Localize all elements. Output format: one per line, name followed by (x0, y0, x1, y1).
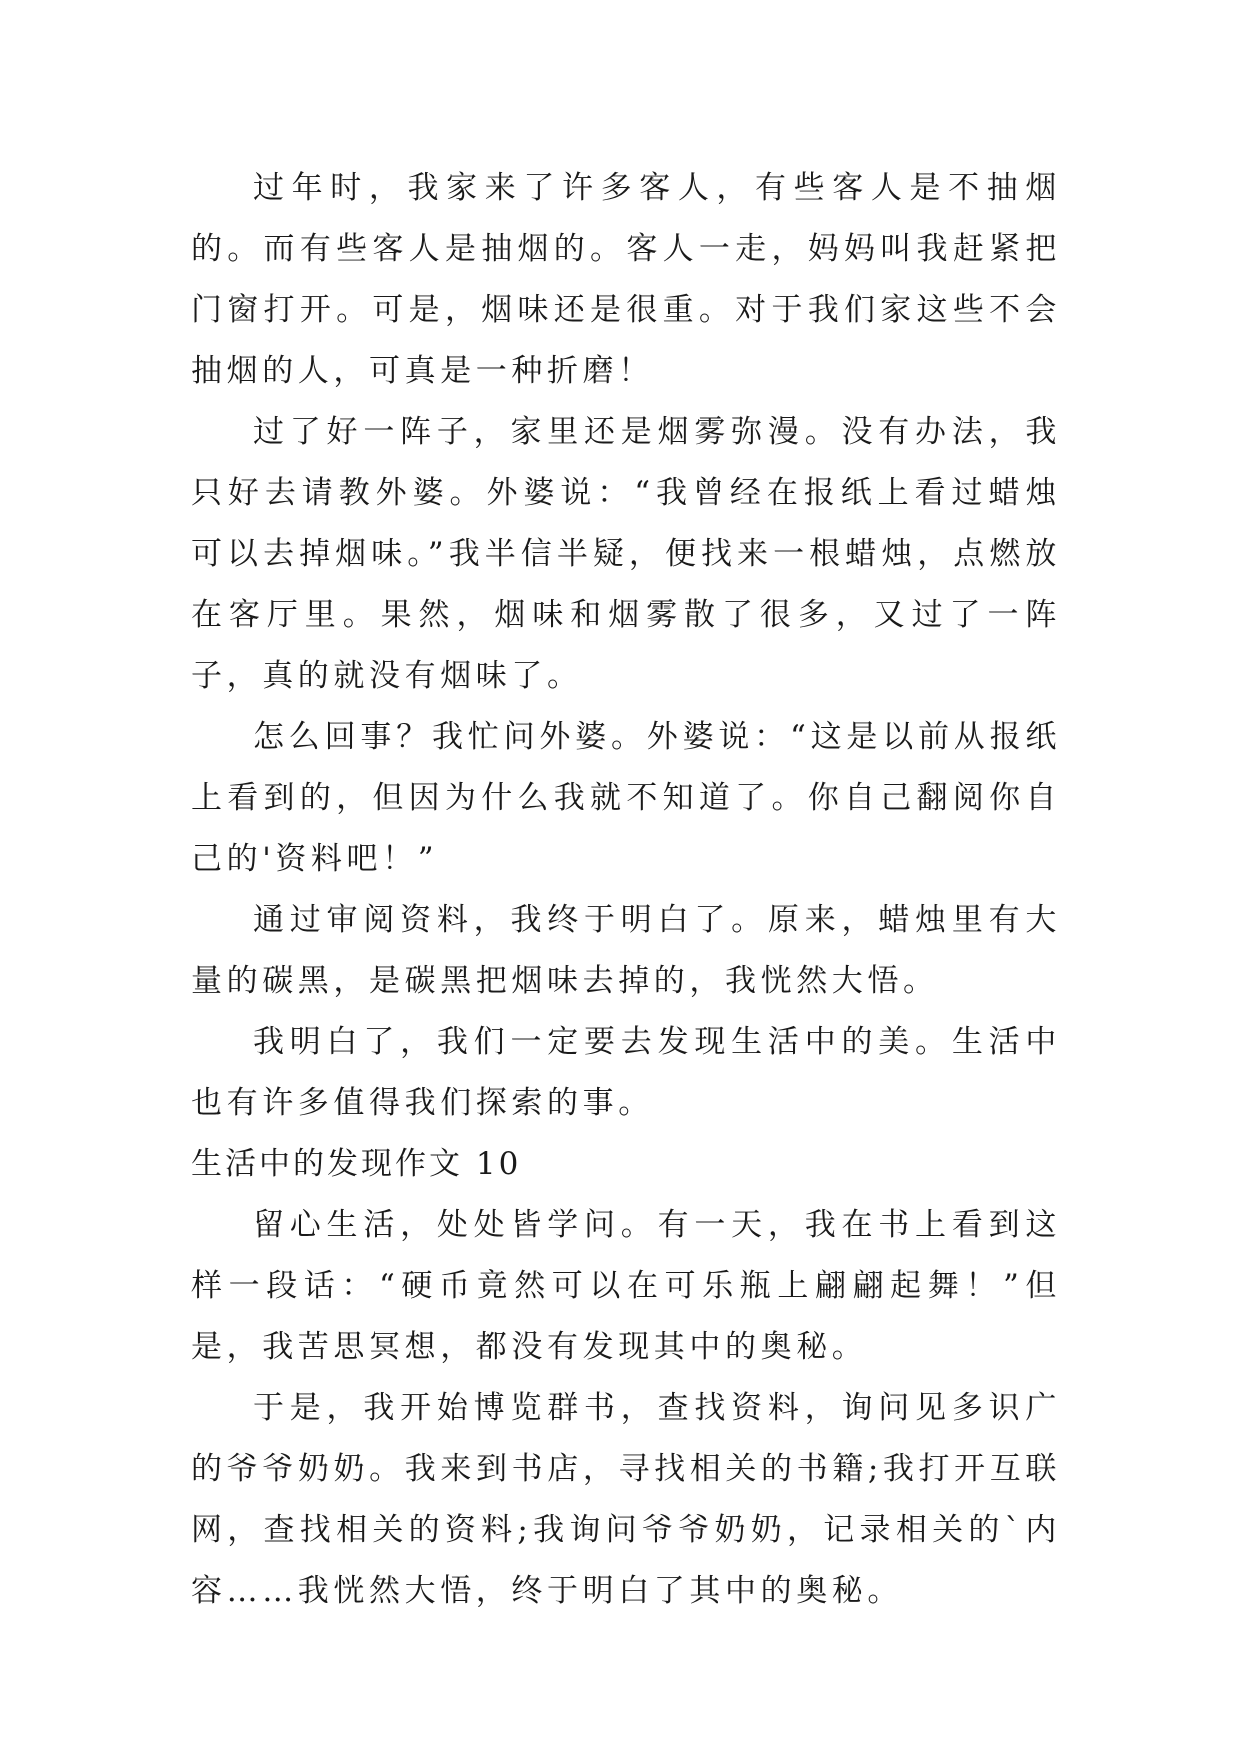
paragraph: 于是，我开始博览群书，查找资料，询问见多识广的爷爷奶奶。我来到书店，寻找相关的书籍;我打开互联网，查找相关的资料;我询问爷爷奶奶，记录相关的`内容……我恍然大悟，终于明白了其中的奥秘。 (191, 1390, 1061, 1609)
paragraph: 我明白了，我们一定要去发现生活中的美。生活中也有许多值得我们探索的事。 (191, 1024, 1061, 1121)
paragraph: 怎么回事？我忙问外婆。外婆说：“这是以前从报纸上看到的，但因为什么我就不知道了。你自己翻阅你自己的'资料吧！” (191, 719, 1061, 877)
paragraph: 过年时，我家来了许多客人，有些客人是不抽烟的。而有些客人是抽烟的。客人一走，妈妈叫我赶紧把门窗打开。可是，烟味还是很重。对于我们家这些不会抽烟的人，可真是一种折磨！ (191, 170, 1061, 389)
document-body (191, 158, 1061, 1622)
paragraph: 通过审阅资料，我终于明白了。原来，蜡烛里有大量的碳黑，是碳黑把烟味去掉的，我恍然大悟。 (191, 902, 1061, 999)
paragraph: 留心生活，处处皆学问。有一天，我在书上看到这样一段话：“硬币竟然可以在可乐瓶上翩翩起舞！”但是，我苦思冥想，都没有发现其中的奥秘。 (191, 1207, 1061, 1365)
section-heading: 生活中的发现作文 10 (191, 1146, 522, 1182)
paragraph: 过了好一阵子，家里还是烟雾弥漫。没有办法，我只好去请教外婆。外婆说：“我曾经在报纸上看过蜡烛可以去掉烟味。”我半信半疑，便找来一根蜡烛，点燃放在客厅里。果然，烟味和烟雾散了很多，又过了一阵子，真的就没有烟味了。 (191, 414, 1061, 694)
